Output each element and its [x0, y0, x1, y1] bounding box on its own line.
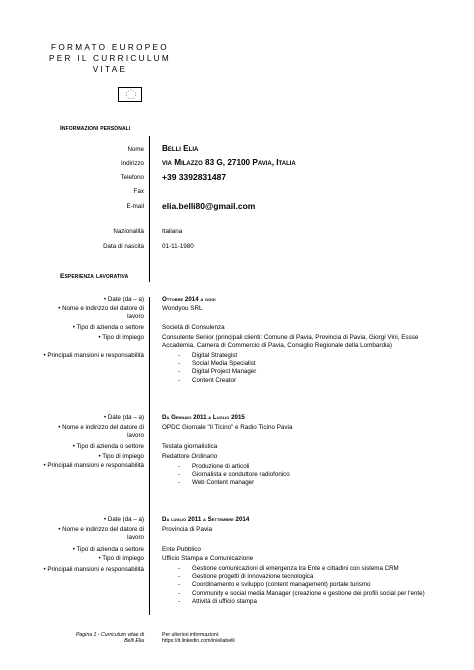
- label-job-type: • Tipo di impiego: [98, 453, 144, 460]
- footer-page-line-2: Belli Elia: [124, 638, 144, 645]
- label-fax: Fax: [133, 188, 144, 195]
- label-employer: • Nome e indirizzo del datore di lavoro: [58, 305, 144, 320]
- footer-linkedin-link[interactable]: https://it.linkedin.com/in/eliabelli: [162, 638, 235, 645]
- label-date: • Date (da – a): [104, 414, 144, 421]
- person-address: via Milazzo 83 G, 27100 Pavia, Italia: [162, 158, 296, 167]
- section-title-experience: Esperienza lavorativa: [60, 273, 129, 280]
- column-divider: [149, 136, 150, 282]
- list-item: - Content Creator: [178, 377, 256, 385]
- list-item: - Gestione comunicazioni di emergenza tra Ente e cittadini con sistema CRM: [178, 565, 468, 573]
- section-title-personal: Informazioni personali: [60, 125, 131, 132]
- person-phone: +39 3392831487: [162, 172, 227, 182]
- job-employer: OPDC Giornale "Il Ticino" e Radio Ticino Pavia: [162, 424, 293, 431]
- label-duties: • Principali mansioni e responsabilità: [43, 566, 144, 573]
- label-email: E-mail: [126, 203, 144, 210]
- job-company-type: Ente Pubblico: [162, 546, 201, 553]
- job-company-type: Testata giornalistica: [162, 443, 218, 450]
- list-item: - Attività di ufficio stampa: [178, 598, 468, 606]
- svg-text:*: *: [125, 92, 128, 96]
- svg-text:*: *: [127, 90, 129, 94]
- label-duties: • Principali mansioni e responsabilità: [43, 352, 144, 359]
- label-birth: Data di nascita: [103, 243, 144, 250]
- list-item: - Gestione progetti di innovazione tecnologica: [178, 573, 468, 581]
- list-item: - Web Content manager: [178, 479, 290, 487]
- footer-page-line-1: Pagina 1 - Curriculum vitae di: [75, 632, 144, 638]
- job-date: Ottobre 2014 a oggi: [162, 296, 216, 303]
- job-type: Redattore Ordinario: [162, 453, 218, 460]
- format-line-3: VITAE: [92, 65, 128, 75]
- label-address: Indirizzo: [120, 160, 144, 167]
- duties-list: [178, 463, 290, 488]
- job-type: Ufficio Stampa e Comunicazione: [162, 555, 254, 562]
- job-date: Da luglio 2011 a Settembre 2014: [162, 516, 250, 523]
- list-item: - Digital Strategist: [178, 352, 256, 360]
- svg-text:*: *: [133, 97, 135, 101]
- label-phone: Telefono: [120, 174, 144, 181]
- list-item: - Community e social media Manager (creazione e gestione dei profili social per l'ente): [178, 590, 468, 598]
- svg-text:*: *: [130, 98, 132, 102]
- eu-flag-icon: [118, 87, 142, 102]
- format-line-2: PER IL CURRICULUM: [48, 54, 172, 64]
- label-date: • Date (da – a): [104, 296, 144, 303]
- list-item: - Coordinamento e sviluppo (content management) portale turismo: [178, 581, 468, 589]
- duties-list: [178, 352, 256, 385]
- job-employer: Provincia di Pavia: [162, 526, 213, 533]
- svg-text:*: *: [133, 90, 135, 94]
- footer-contact-info: [162, 632, 235, 645]
- person-birth: 01-11-1980: [162, 243, 194, 250]
- column-divider: [149, 297, 150, 615]
- label-duties: • Principali mansioni e responsabilità: [43, 462, 144, 469]
- list-item: - Produzione di articoli: [178, 463, 290, 471]
- footer-contact-line-1: Per ulteriori informazioni:: [162, 632, 220, 638]
- list-item: - Digital Project Manager: [178, 368, 256, 376]
- job-type: Consulente Senior (principali clienti: Comune di Pavia, Provincia di Pavia, Giorgi Vini, Essse Accademia, Camera di Commercio di Pavia, Consiglio Regionale della Lombardia): [162, 334, 419, 349]
- job-employer: Wondyou SRL: [162, 305, 203, 312]
- svg-text:*: *: [125, 95, 128, 99]
- duties-list: [178, 565, 468, 606]
- label-company-type: • Tipo di azienda o settore: [72, 443, 144, 450]
- svg-text:*: *: [134, 95, 137, 99]
- person-nationality: Italiana: [162, 228, 183, 235]
- label-nationality: Nazionalità: [113, 228, 144, 235]
- person-email[interactable]: elia.belli80@gmail.com: [162, 201, 256, 211]
- format-line-1: FORMATO EUROPEO: [51, 43, 169, 52]
- label-date: • Date (da – a): [104, 516, 144, 523]
- svg-text:*: *: [134, 92, 137, 96]
- list-item: - Giornalista e conduttore radiofonico: [178, 471, 290, 479]
- list-item: - Social Media Specialist: [178, 360, 256, 368]
- label-company-type: • Tipo di azienda o settore: [72, 324, 144, 331]
- svg-text:*: *: [130, 89, 132, 93]
- label-job-type: • Tipo di impiego: [98, 555, 144, 562]
- label-job-type: • Tipo di impiego: [98, 334, 144, 341]
- cv-format-heading: [40, 42, 180, 76]
- job-company-type: Società di Consulenza: [162, 324, 225, 331]
- label-name: Nome: [127, 146, 144, 153]
- footer-page-info: [76, 632, 144, 645]
- person-name: Belli Elia: [162, 144, 199, 153]
- label-employer: • Nome e indirizzo del datore di lavoro: [58, 526, 144, 541]
- label-employer: • Nome e indirizzo del datore di lavoro: [58, 424, 144, 439]
- job-date: Da Gennaio 2011 a Luglio 2015: [162, 414, 245, 421]
- label-company-type: • Tipo di azienda o settore: [72, 546, 144, 553]
- svg-text:*: *: [127, 97, 129, 101]
